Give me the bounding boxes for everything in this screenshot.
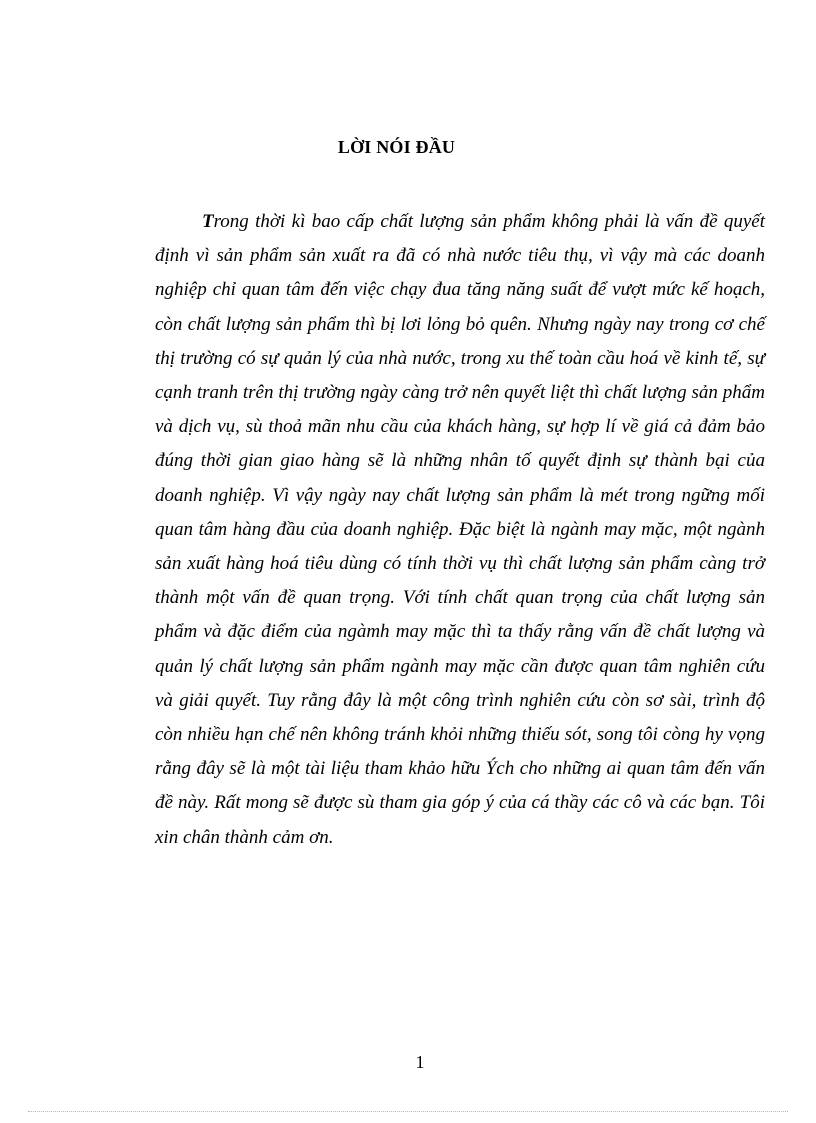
page-title: LỜI NÓI ĐẦU xyxy=(337,137,456,157)
page-number: 1 xyxy=(415,1052,425,1072)
body-paragraph xyxy=(155,205,765,855)
drop-lead-letter: T xyxy=(202,211,214,232)
paragraph-text: rong thời kì bao cấp chất lượng sản phẩm không phải là vấn đề quyết định vì sản phẩm sản xuất ra đã có nhà nước tiêu thụ, vì vậy mà các doanh nghiệp chỉ quan tâm đến việc chạy đua tăng năng suất để vượt mức kế hoạch, còn chất lượng sản phẩm thì bị lơi lỏng bỏ quên. Nhưng ngày nay trong cơ chế thị trường có sự quản lý của nhà nước, trong xu thế toàn cầu hoá về kinh tế, sự cạnh tranh trên thị trường ngày càng trở nên quyết liệt thì chất lượng sản phẩm và dịch vụ, sù thoả mãn nhu cầu của khách hàng, sự hợp lí về giá cả đảm bảo đúng thời gian giao hàng sẽ là những nhân tố quyết định sự thành bại của doanh nghiệp. Vì vậy ngày nay chất lượng sản phẩm là mét trong ngững mối quan tâm hàng đầu của doanh nghiệp. Đặc biệt là ngành may mặc, một ngành sản xuất hàng hoá tiêu dùng có tính thời vụ thì chất lượng sản phẩm càng trở thành một vấn đề quan trọng. Với tính chất quan trọng của chất lượng sản phẩm và đặc điểm của ngàmh may mặc thì ta thấy rằng vấn đề chất lượng và quản lý chất lượng sản phẩm ngành may mặc cần được quan tâm nghiên cứu và giải quyết. Tuy rằng đây là một công trình nghiên cứu còn sơ sài, trình độ còn nhiều hạn chế nên không tránh khỏi những thiếu sót, song tôi còng hy vọng rằng đây sẽ là một tài liệu tham khảo hữu Ých cho những ai quan tâm đến vấn đề này. Rất mong sẽ được sù tham gia góp ý của cá thầy các cô và các bạn. Tôi xin chân thành cảm ơn. xyxy=(155,211,765,848)
footer-divider xyxy=(28,1111,788,1112)
